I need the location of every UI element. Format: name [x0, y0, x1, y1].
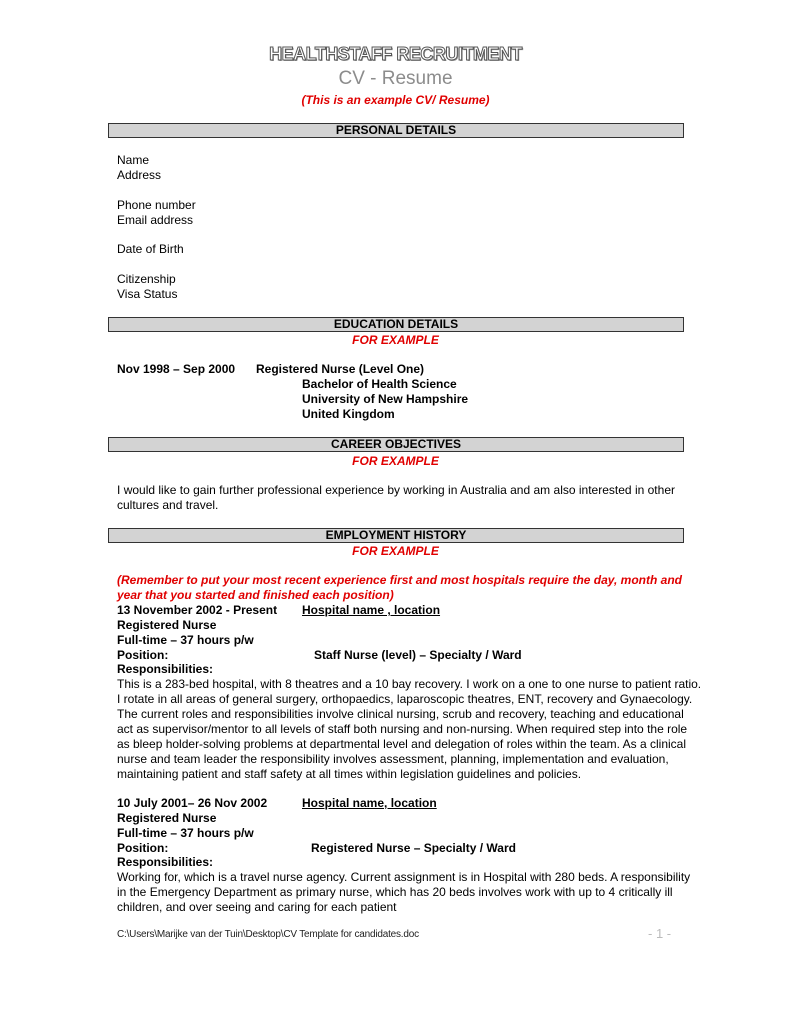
- section-employment-history: EMPLOYMENT HISTORY: [108, 528, 684, 543]
- personal-email: Email address: [117, 213, 194, 227]
- job-1-text-line: This is a 283-bed hospital, with 8 theatres and a 10 bay recovery. I work on a one to one nurse to patient ratio.: [117, 677, 702, 691]
- personal-phone: Phone number: [117, 198, 196, 212]
- employment-for-example: FOR EXAMPLE: [352, 544, 439, 558]
- job-1-dates: 13 November 2002 - Present: [117, 603, 278, 617]
- education-qualification: Registered Nurse (Level One): [256, 362, 425, 376]
- page-number: - 1 -: [648, 926, 672, 941]
- job-1-text-line: as bleep holder-solving problems at departmental level and delegation of roles within the team. As a clinical: [117, 737, 686, 751]
- job-2-hospital: Hospital name, location: [302, 796, 437, 810]
- education-for-example: FOR EXAMPLE: [352, 333, 439, 347]
- personal-dob: Date of Birth: [117, 242, 184, 256]
- job-2-text-line: Working for, which is a travel nurse agency. Current assignment is in Hospital with 280 beds. A responsibility: [117, 870, 691, 884]
- job-1-hospital: Hospital name , location: [302, 603, 441, 617]
- personal-address: Address: [117, 168, 162, 182]
- personal-citizenship: Citizenship: [117, 272, 176, 286]
- personal-visa: Visa Status: [117, 287, 178, 301]
- education-dates: Nov 1998 – Sep 2000: [117, 362, 236, 376]
- job-2-text-line: children, and over seeing and caring for each patient: [117, 900, 397, 914]
- career-for-example: FOR EXAMPLE: [352, 454, 439, 468]
- personal-name: Name: [117, 153, 150, 167]
- job-1-text-line: nurse and team leader the responsibility involves assessment, planning, implementation and evaluation,: [117, 752, 669, 766]
- job-1-responsibilities-label: Responsibilities:: [117, 662, 214, 676]
- brand-title: HEALTHSTAFF RECRUITMENT: [269, 44, 522, 64]
- education-university: University of New Hampshire: [302, 392, 469, 406]
- section-education-details: EDUCATION DETAILS: [108, 317, 684, 332]
- job-2-dates: 10 July 2001– 26 Nov 2002: [117, 796, 268, 810]
- document-subtitle: (This is an example CV/ Resume): [301, 93, 490, 107]
- footer-file-path: C:\Users\Marijke van der Tuin\Desktop\CV Template for candidates.doc: [117, 929, 419, 940]
- job-2-fulltime: Full-time – 37 hours p/w: [117, 826, 254, 840]
- job-2-position-label: Position:: [117, 841, 169, 855]
- job-2-position-value: Registered Nurse – Specialty / Ward: [311, 841, 516, 855]
- document-title: CV - Resume: [338, 68, 453, 89]
- job-1-fulltime: Full-time – 37 hours p/w: [117, 633, 254, 647]
- job-1-text-line: I rotate in all areas of general surgery, orthopaedics, laparoscopic theatres, ENT, recovery and Gynaecology.: [117, 692, 693, 706]
- section-career-objectives: CAREER OBJECTIVES: [108, 437, 684, 452]
- job-1-text-line: maintaining patient and staff safety at all times within legislation guidelines and policies.: [117, 767, 582, 781]
- career-objective-text: I would like to gain further professional experience by working in Australia and am also interested in other cultures and travel.: [117, 483, 675, 512]
- job-1-role: Registered Nurse: [117, 618, 217, 632]
- job-2-text-line: in the Emergency Department as primary nurse, which has 20 beds involves work with up to 4 critically ill: [117, 885, 673, 899]
- job-1-position-value: Staff Nurse (level) – Specialty / Ward: [314, 648, 522, 662]
- job-1-text-line: The current roles and responsibilities involve clinical nursing, scrub and recovery, teaching and educational: [117, 707, 684, 721]
- job-2-responsibilities-label: Responsibilities:: [117, 855, 214, 869]
- education-country: United Kingdom: [302, 407, 395, 421]
- section-personal-details: PERSONAL DETAILS: [108, 123, 684, 138]
- education-degree: Bachelor of Health Science: [302, 377, 457, 391]
- job-2-role: Registered Nurse: [117, 811, 217, 825]
- employment-note-line-1: (Remember to put your most recent experience first and most hospitals require the day, month and: [117, 573, 683, 587]
- job-1-position-label: Position:: [117, 648, 169, 662]
- job-1-text-line: act as supervisor/mentor to all levels of staff both nursing and non-nursing. When required step into the role: [117, 722, 688, 736]
- employment-note-line-2: year that you started and finished each position): [117, 588, 394, 602]
